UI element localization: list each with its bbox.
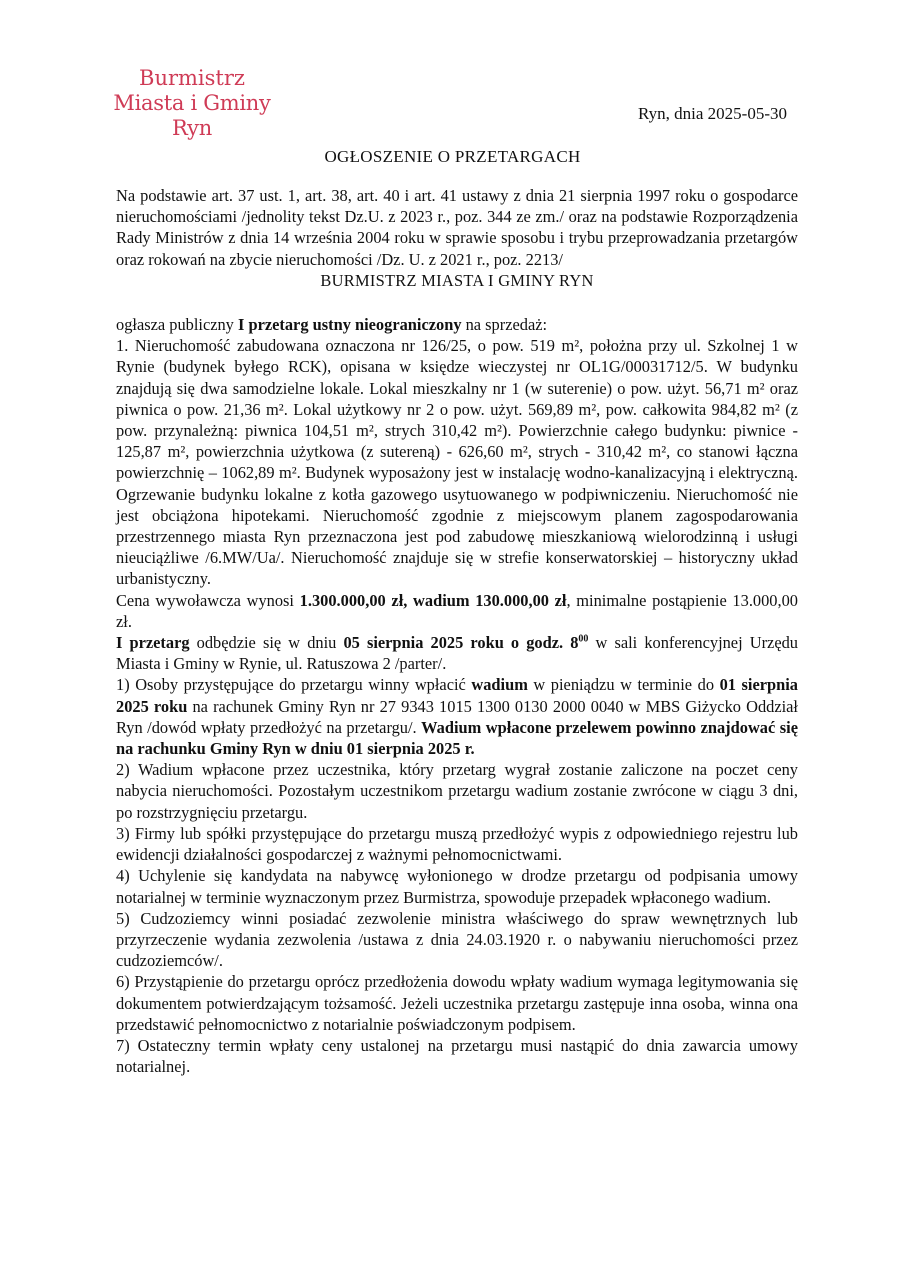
condition-1-bold-wadium: wadium <box>471 675 528 695</box>
auction-date: 05 sierpnia 2025 roku o godz. 8 <box>343 633 579 653</box>
condition-7: 7) Ostateczny termin wpłaty ceny ustalonej na przetargu musi nastąpić do dnia zawarcia umowy notarialnej. <box>116 1035 798 1077</box>
condition-1-transfer-note: Wadium wpłacone przelewem powinno znajdować się na rachunku Gminy Ryn w dniu 01 sierpnia 2025 r. <box>116 717 798 759</box>
spacer <box>116 291 798 314</box>
condition-4: 4) Uchylenie się kandydata na nabywcę wyłonionego w drodze przetargu od podpisania umowy notarialnej w terminie wyznaczonym przez Burmistrza, spowoduje przepadek wpłaconego wadium. <box>116 866 798 907</box>
legal-basis: Na podstawie art. 37 ust. 1, art. 38, art. 40 i art. 41 ustawy z dnia 21 sierpnia 1997 roku o gospodarce nieruchomościami /jednolity tekst Dz.U. z 2023 r., poz. 344 ze zm./ oraz na podstawie Rozporządzenia Rady Ministrów z dnia 14 września 2004 roku w sprawie sposobu i trybu przeprowadzania przetargów oraz rokowań na zbycie nieruchomości /Dz. U. z 2021 r., poz. 2213/ <box>116 186 798 269</box>
auction-location: w sali konferencyjnej Urzędu Miasta i Gminy w Rynie, ul. Ratuszowa 2 /parter/. <box>116 633 798 674</box>
announcement-text: ogłasza publiczny <box>116 315 238 335</box>
condition-3: 3) Firmy lub spółki przystępujące do przetargu muszą przedłożyć wypis z odpowiedniego rejestru lub ewidencji działalności gospodarczej z ważnymi pełnomocnictwami. <box>116 823 798 865</box>
price-label: Cena wywoławcza wynosi <box>116 590 300 610</box>
announcement-text-end: na sprzedaż: <box>461 315 548 335</box>
condition-1-text: 1) Osoby przystępujące do przetargu winny wpłacić <box>116 675 472 695</box>
condition-1 <box>116 674 798 759</box>
document-title: OGŁOSZENIE O PRZETARGACH <box>324 147 581 166</box>
auction-minutes: 00 <box>578 633 589 645</box>
condition-1-text-2: w pieniądzu w terminie do <box>527 675 720 695</box>
condition-1-deadline: 01 sierpnia 2025 roku <box>116 675 799 716</box>
document-date: Ryn, dnia 2025-05-30 <box>638 104 787 123</box>
deposit-amount: wadium 130.000,00 zł <box>413 590 567 610</box>
letterhead <box>92 66 292 141</box>
condition-2: 2) Wadium wpłacone przez uczestnika, który przetarg wygrał zostanie zaliczone na poczet ceny nabycia nieruchomości. Pozostałym uczestnikom przetargu wadium zostanie zwrócone w ciągu 3 dni, po rozstrzygnięciu przetargu. <box>116 760 798 822</box>
auction-datetime <box>343 633 588 652</box>
announcement <box>116 314 798 335</box>
authority-heading: BURMISTRZ MIASTA I GMINY RYN <box>320 270 594 290</box>
price-paragraph <box>116 590 798 632</box>
auction-label: I przetarg <box>116 633 190 653</box>
auction-type: I przetarg ustny nieograniczony <box>237 315 462 335</box>
starting-price: 1.300.000,00 zł, <box>299 590 408 610</box>
condition-1-account: na rachunek Gminy Ryn nr 27 9343 1015 1300 0130 2000 0040 w MBS Giżycko Oddział Ryn /dowód wpłaty przedłożyć na przetargu/. <box>116 696 798 737</box>
letterhead-line-2: Miasta i Gminy Ryn <box>113 91 271 140</box>
auction-text: odbędzie się w dniu <box>189 633 344 653</box>
minimum-increment: , minimalne postąpienie 13.000,00 zł. <box>116 590 798 631</box>
document-body <box>116 185 798 1077</box>
condition-6: 6) Przystąpienie do przetargu oprócz przedłożenia dowodu wpłaty wadium wymaga legitymowania się dokumentem potwierdzającym tożsamość. Jeżeli uczestnika przetargu zastępuje inna osoba, winna ona przedstawić pełnomocnictwo z notarialnie poświadczonym podpisem. <box>116 972 798 1034</box>
auction-paragraph <box>116 632 798 674</box>
property-description: 1. Nieruchomość zabudowana oznaczona nr 126/25, o pow. 519 m², położna przy ul. Szkolnej 1 w Rynie (budynek byłego RCK), opisana w księdze wieczystej nr OL1G/00031712/5. W budynku znajdują się dwa samodzielne lokale. Lokal mieszkalny nr 1 (w suterenie) o pow. użyt. 56,71 m² oraz piwnica o pow. 21,36 m². Lokal użytkowy nr 2 o pow. użyt. 569,89 m², pow. całkowita 984,82 m² (z pow. przynależną: piwnica 104,51 m², strych 310,42 m²). Powierzchnie całego budynku: piwnice - 125,87 m², powierzchnia użytkowa (z sutereną) - 626,60 m², strych - 310,42 m², co stanowi łączna powierzchnię – 1062,89 m². Budynek wyposażony jest w instalację wodno-kanalizacyjną i elektryczną. Ogrzewanie budynku lokalne z kotła gazowego usytuowanego w podpiwniczeniu. Nieruchomość nie jest obciążona hipotekami. Nieruchomość zgodnie z miejscowym planem zagospodarowania przestrzennego miasta Ryn przeznaczona jest pod zabudowę mieszkaniową wielorodzinną i usługi nieuciążliwe /6.MW/Ua/. Nieruchomość znajduje się w strefie konserwatorskiej – historyczny układ urbanistyczny. <box>116 336 798 589</box>
condition-5: 5) Cudzoziemcy winni posiadać zezwolenie ministra właściwego do spraw wewnętrznych lub przyrzeczenie wydania zezwolenia /ustawa z dnia 24.03.1920 r. o nabywaniu nieruchomości przez cudzoziemców/. <box>116 908 798 971</box>
letterhead-line-1: Burmistrz <box>139 66 245 90</box>
